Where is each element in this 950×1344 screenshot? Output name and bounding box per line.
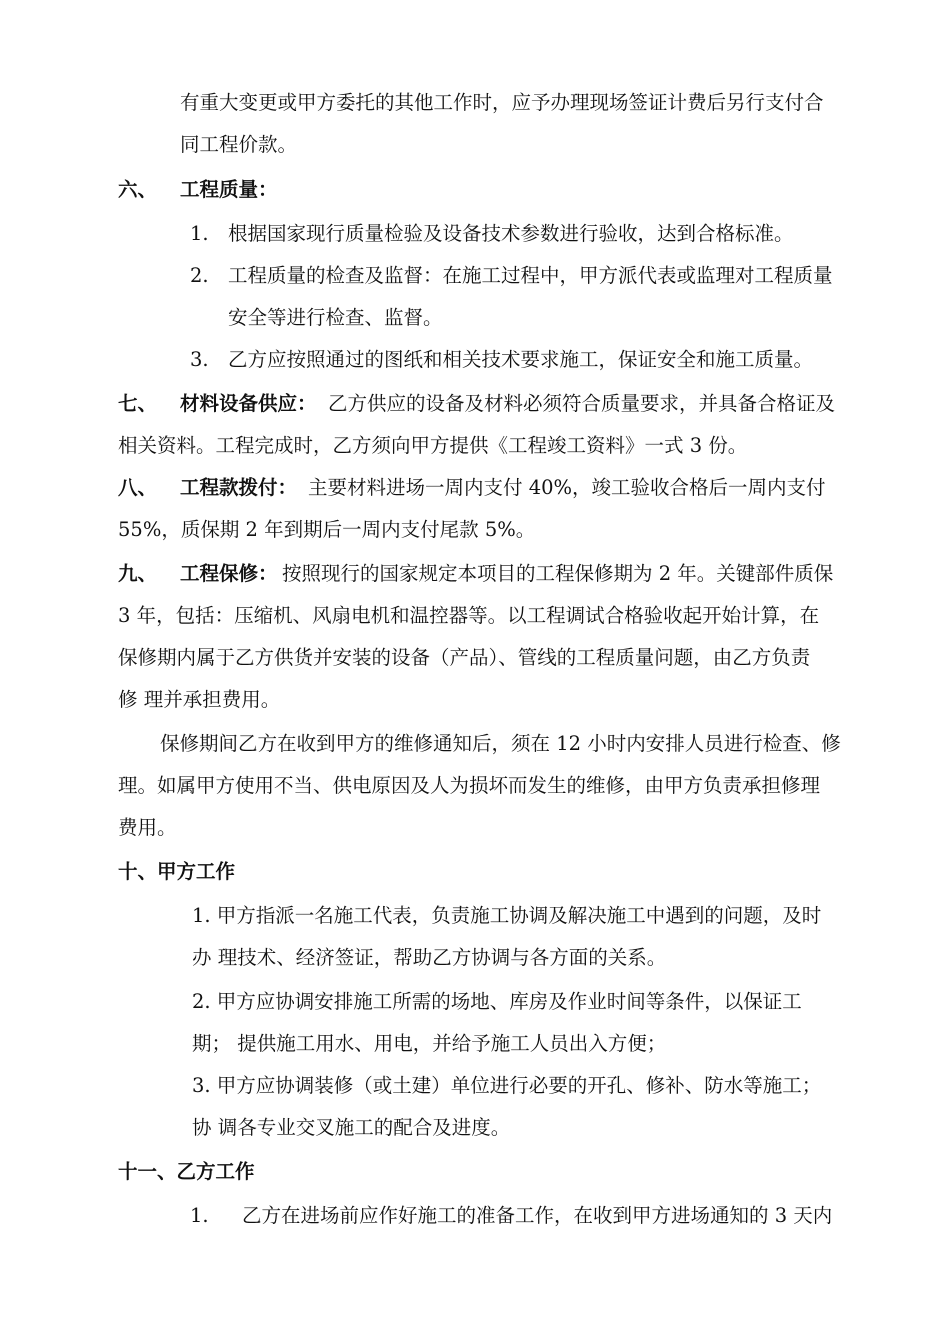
paragraph-line: 按照现行的国家规定本项目的工程保修期为 2 年。关键部件质保 bbox=[282, 562, 834, 585]
section-title: 工程质量： bbox=[180, 178, 278, 201]
list-number: 2. bbox=[190, 264, 209, 287]
list-number: 1. bbox=[190, 1204, 209, 1227]
list-item-text: 协 调各专业交叉施工的配合及进度。 bbox=[192, 1116, 511, 1139]
section-title: 十一、乙方工作 bbox=[118, 1160, 255, 1183]
paragraph-line: 有重大变更或甲方委托的其他工作时，应予办理现场签证计费后另行支付合 bbox=[180, 91, 824, 114]
paragraph-line: 同工程价款。 bbox=[180, 133, 298, 156]
section-number: 七、 bbox=[118, 392, 158, 415]
paragraph-line: 主要材料进场一周内支付 40%，竣工验收合格后一周内支付 bbox=[308, 476, 826, 499]
section-title: 材料设备供应： bbox=[180, 392, 317, 415]
list-item-text: 3. 甲方应协调装修（或土建）单位进行必要的开孔、修补、防水等施工； bbox=[192, 1074, 822, 1097]
paragraph-line: 保修期内属于乙方供货并安装的设备（产品）、管线的工程质量问题，由乙方负责 bbox=[118, 646, 811, 669]
paragraph-line: 相关资料。工程完成时，乙方须向甲方提供《工程竣工资料》一式 3 份。 bbox=[118, 434, 748, 457]
section-number: 六、 bbox=[118, 178, 158, 201]
section-title: 工程款拨付： bbox=[180, 476, 298, 499]
section-number: 九、 bbox=[118, 562, 158, 585]
list-item-text: 安全等进行检查、监督。 bbox=[228, 306, 443, 329]
section-number: 八、 bbox=[118, 476, 158, 499]
list-number: 3. bbox=[190, 348, 209, 371]
section-title: 十、甲方工作 bbox=[118, 860, 236, 883]
paragraph-line: 3 年，包括：压缩机、风扇电机和温控器等。以工程调试合格验收起开始计算，在 bbox=[118, 604, 820, 627]
list-item-text: 2. 甲方应协调安排施工所需的场地、库房及作业时间等条件，以保证工 bbox=[192, 990, 802, 1013]
list-item-text: 乙方应按照通过的图纸和相关技术要求施工，保证安全和施工质量。 bbox=[228, 348, 814, 371]
list-item-text: 乙方在进场前应作好施工的准备工作，在收到甲方进场通知的 3 天内 bbox=[242, 1204, 833, 1227]
paragraph-line: 修 理并承担费用。 bbox=[118, 688, 281, 711]
paragraph-line: 费用。 bbox=[118, 816, 177, 839]
list-item-text: 根据国家现行质量检验及设备技术参数进行验收，达到合格标准。 bbox=[228, 222, 794, 245]
section-title: 工程保修： bbox=[180, 562, 278, 585]
list-item-text: 1. 甲方指派一名施工代表，负责施工协调及解决施工中遇到的问题，及时 bbox=[192, 904, 822, 927]
list-item-text: 期； 提供施工用水、用电，并给予施工人员出入方便； bbox=[192, 1032, 667, 1055]
paragraph-line: 55%，质保期 2 年到期后一周内支付尾款 5%。 bbox=[118, 518, 536, 541]
paragraph-line: 理。如属甲方使用不当、供电原因及人为损坏而发生的维修，由甲方负责承担修理 bbox=[118, 774, 821, 797]
list-item-text: 工程质量的检查及监督：在施工过程中，甲方派代表或监理对工程质量 bbox=[228, 264, 833, 287]
paragraph-line: 乙方供应的设备及材料必须符合质量要求，并具备合格证及 bbox=[328, 392, 836, 415]
list-number: 1. bbox=[190, 222, 209, 245]
paragraph-line: 保修期间乙方在收到甲方的维修通知后，须在 12 小时内安排人员进行检查、修 bbox=[160, 732, 841, 755]
list-item-text: 办 理技术、经济签证，帮助乙方协调与各方面的关系。 bbox=[192, 946, 667, 969]
